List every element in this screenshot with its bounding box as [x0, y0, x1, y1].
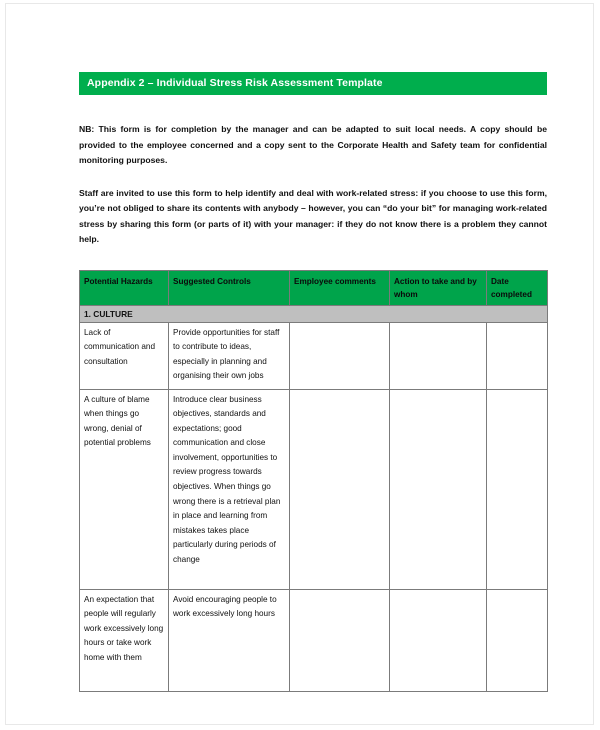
cell-date-completed[interactable]	[487, 389, 548, 589]
table-header-row	[80, 270, 548, 305]
cell-suggested-controls: Introduce clear business objectives, standards and expectations; good communication and close involvement, opportunities to review progress towards objectives. When things go wrong there is a retrieval plan in place and learning from mistakes takes place particularly during periods of change	[169, 389, 290, 589]
column-header-suggested-controls: Suggested Controls	[169, 270, 290, 305]
risk-assessment-table	[79, 270, 548, 692]
cell-suggested-controls: Avoid encouraging people to work excessively long hours	[169, 589, 290, 691]
cell-action-to-take[interactable]	[390, 389, 487, 589]
cell-action-to-take[interactable]	[390, 322, 487, 389]
table-section-row-culture	[80, 305, 548, 322]
intro-paragraph-note: NB: This form is for completion by the manager and can be adapted to suit local needs. A copy should be provided to the employee concerned and a copy sent to the Corporate Health and Safety team for confidential monitoring purposes.	[79, 124, 547, 165]
column-header-employee-comments: Employee comments	[290, 270, 390, 305]
section-label-culture: 1. CULTURE	[80, 305, 548, 322]
cell-employee-comments[interactable]	[290, 322, 390, 389]
cell-potential-hazard: Lack of communication and consultation	[80, 322, 169, 389]
table-row	[80, 389, 548, 589]
cell-suggested-controls: Provide opportunities for staff to contribute to ideas, especially in planning and organising their own jobs	[169, 322, 290, 389]
cell-employee-comments[interactable]	[290, 389, 390, 589]
table-row	[80, 589, 548, 691]
column-header-action-to-take: Action to take and by whom	[390, 270, 487, 305]
cell-date-completed[interactable]	[487, 322, 548, 389]
column-header-potential-hazards: Potential Hazards	[80, 270, 169, 305]
cell-employee-comments[interactable]	[290, 589, 390, 691]
cell-potential-hazard: An expectation that people will regularly work excessively long hours or take work home with them	[80, 589, 169, 691]
table-row	[80, 322, 548, 389]
cell-date-completed[interactable]	[487, 589, 548, 691]
intro-paragraph-invitation: Staff are invited to use this form to help identify and deal with work-related stress: if you choose to use this form, you’re not obliged to share its contents with anybody – however, you can “do your bit” for managing work-related stress by sharing this form (or parts of it) with your manager: if they do not know there is a problem they cannot help.	[79, 187, 547, 244]
document-body	[79, 72, 547, 692]
cell-action-to-take[interactable]	[390, 589, 487, 691]
document-page	[5, 3, 594, 725]
page-title: Appendix 2 – Individual Stress Risk Assessment Template	[79, 72, 547, 95]
cell-potential-hazard: A culture of blame when things go wrong, denial of potential problems	[80, 389, 169, 589]
column-header-date-completed: Date completed	[487, 270, 548, 305]
